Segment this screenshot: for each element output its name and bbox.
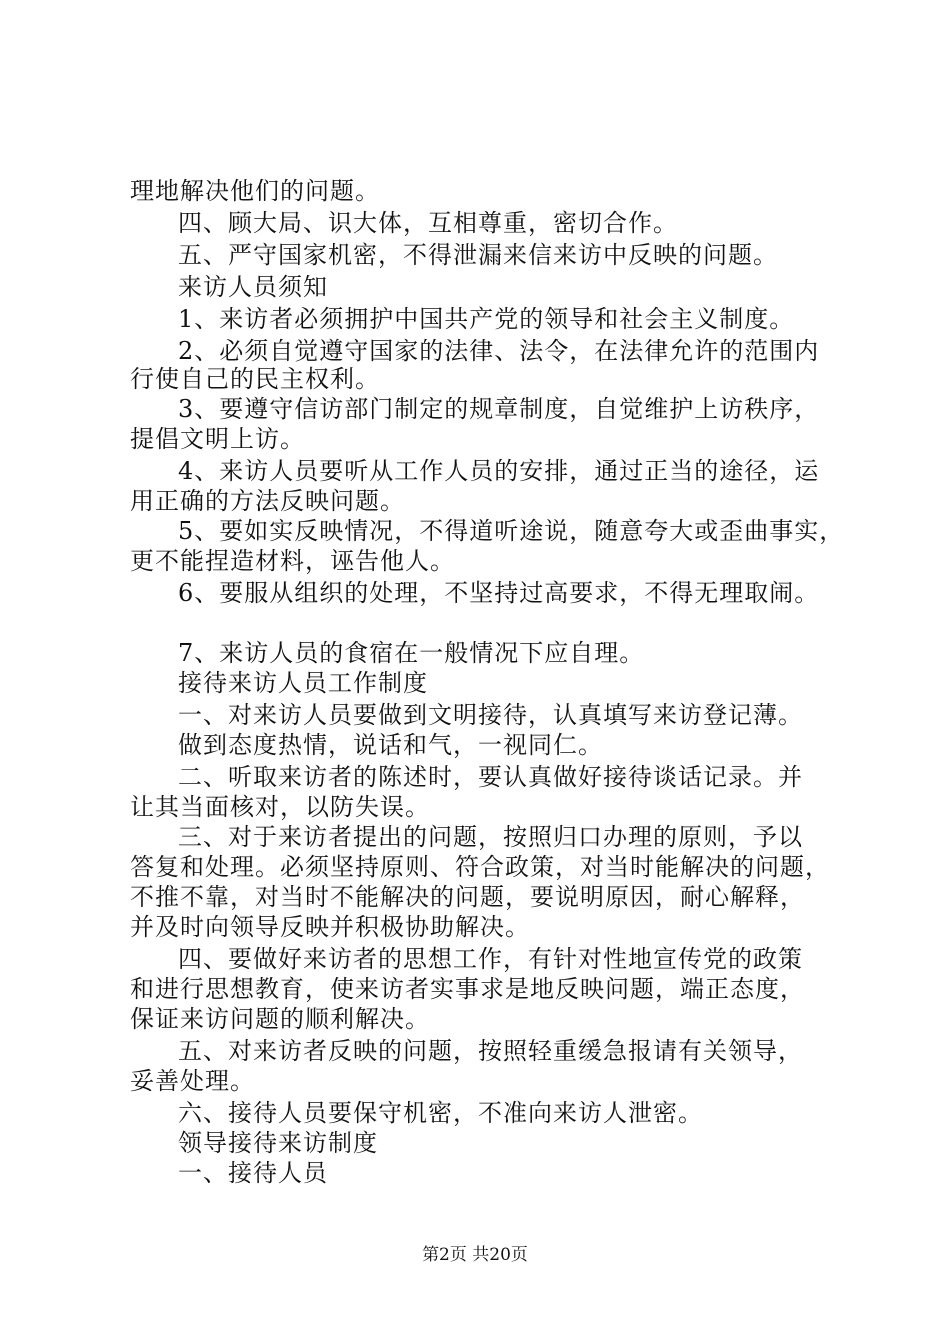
text-line: 保证来访问题的顺利解决。 xyxy=(130,1005,430,1033)
text-line: 四、要做好来访者的思想工作，有针对性地宣传党的政策 xyxy=(178,945,803,973)
section-heading: 来访人员须知 xyxy=(178,273,328,301)
text-line: 和进行思想教育，使来访者实事求是地反映问题，端正态度， xyxy=(130,975,805,1003)
text-line: 提倡文明上访。 xyxy=(130,425,305,453)
text-line: 三、对于来访者提出的问题，按照归口办理的原则，予以 xyxy=(178,823,803,851)
text-line: 6、要服从组织的处理，不坚持过高要求，不得无理取闹。 xyxy=(178,579,820,607)
text-line: 五、严守国家机密，不得泄漏来信来访中反映的问题。 xyxy=(178,241,778,269)
text-line: 并及时向领导反映并积极协助解决。 xyxy=(130,913,530,941)
text-line: 5、要如实反映情况，不得道听途说，随意夸大或歪曲事实， xyxy=(178,517,845,545)
section-heading: 接待来访人员工作制度 xyxy=(178,669,428,697)
text-line: 四、顾大局、识大体，互相尊重，密切合作。 xyxy=(178,209,678,237)
text-line: 2、必须自觉遵守国家的法律、法令，在法律允许的范围内 xyxy=(178,337,820,365)
text-line: 一、对来访人员要做到文明接待，认真填写来访登记薄。 xyxy=(178,701,803,729)
text-line: 二、听取来访者的陈述时，要认真做好接待谈话记录。并 xyxy=(178,763,803,791)
text-line: 五、对来访者反映的问题，按照轻重缓急报请有关领导， xyxy=(178,1037,803,1065)
text-line: 用正确的方法反映问题。 xyxy=(130,487,405,515)
text-line: 不推不靠，对当时不能解决的问题，要说明原因，耐心解释， xyxy=(130,883,805,911)
text-line: 做到态度热情，说话和气，一视同仁。 xyxy=(178,731,603,759)
text-line: 让其当面核对，以防失误。 xyxy=(130,793,430,821)
text-line: 理地解决他们的问题。 xyxy=(130,177,380,205)
page-number-footer: 第2页 共20页 xyxy=(422,1245,528,1265)
text-line: 1、来访者必须拥护中国共产党的领导和社会主义制度。 xyxy=(178,305,795,333)
text-line: 妥善处理。 xyxy=(130,1067,255,1095)
text-line: 4、来访人员要听从工作人员的安排，通过正当的途径，运 xyxy=(178,457,820,485)
text-line: 7、来访人员的食宿在一般情况下应自理。 xyxy=(178,639,645,667)
text-line: 答复和处理。必须坚持原则、符合政策，对当时能解决的问题， xyxy=(130,853,830,881)
text-line: 更不能捏造材料，诬告他人。 xyxy=(130,547,455,575)
text-line: 行使自己的民主权利。 xyxy=(130,365,380,393)
text-line: 一、接待人员 xyxy=(178,1159,328,1187)
text-line: 3、要遵守信访部门制定的规章制度，自觉维护上访秩序， xyxy=(178,395,820,423)
section-heading: 领导接待来访制度 xyxy=(178,1129,378,1157)
text-line: 六、接待人员要保守机密，不准向来访人泄密。 xyxy=(178,1099,703,1127)
